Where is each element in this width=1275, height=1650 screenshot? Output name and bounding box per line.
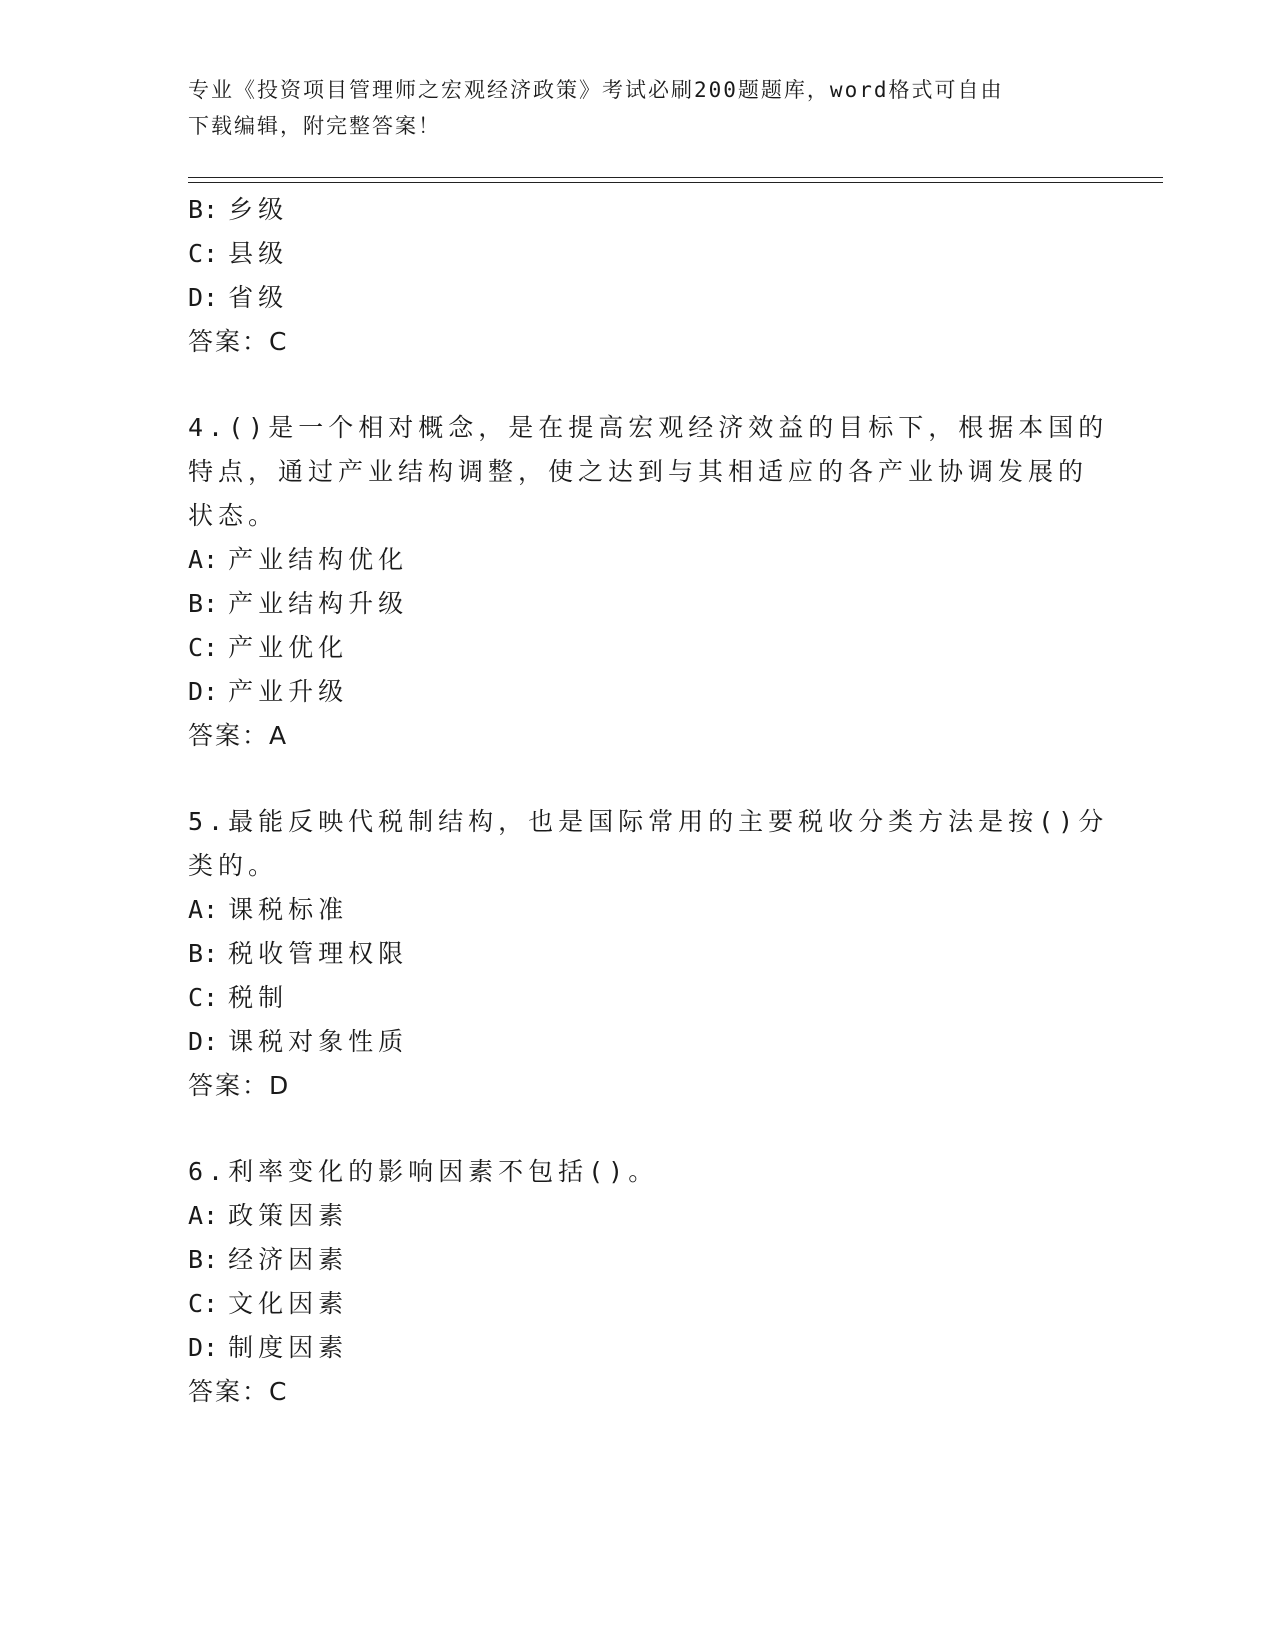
page-header <box>188 72 1088 144</box>
q6-answer: 答案：C <box>188 1377 289 1406</box>
q3-answer: 答案：C <box>188 327 289 356</box>
q6-option-c: C: 文化因素 <box>188 1289 349 1318</box>
q5-option-a: A: 课税标准 <box>188 895 349 924</box>
q6-option-b: B: 经济因素 <box>188 1245 349 1274</box>
q5-stem-line-2: 类的。 <box>188 851 279 880</box>
q4-option-d: D: 产业升级 <box>188 677 349 706</box>
q4-stem-line-3: 状态。 <box>188 501 279 530</box>
q4-option-a: A: 产业结构优化 <box>188 545 409 574</box>
q4-option-c: C: 产业优化 <box>188 633 349 662</box>
q5-stem-line-1: 5.最能反映代税制结构，也是国际常用的主要税收分类方法是按()分 <box>188 807 1109 836</box>
q4-option-b: B: 产业结构升级 <box>188 589 409 618</box>
header-line-2: 下载编辑，附完整答案！ <box>188 114 441 138</box>
header-line-1: 专业《投资项目管理师之宏观经济政策》考试必刷200题题库，word格式可自由 <box>188 78 1004 102</box>
q5-option-b: B: 税收管理权限 <box>188 939 409 968</box>
q5-option-d: D: 课税对象性质 <box>188 1027 409 1056</box>
q6-option-a: A: 政策因素 <box>188 1201 349 1230</box>
q4-answer: 答案：A <box>188 721 289 750</box>
q4-stem-line-2: 特点，通过产业结构调整，使之达到与其相适应的各产业协调发展的 <box>188 457 1089 486</box>
q3-option-c: C: 县级 <box>188 239 289 268</box>
q3-option-d: D: 省级 <box>188 283 289 312</box>
q6-option-d: D: 制度因素 <box>188 1333 349 1362</box>
q5-option-c: C: 税制 <box>188 983 289 1012</box>
header-divider-top <box>188 177 1163 178</box>
q4-stem-line-1: 4.()是一个相对概念，是在提高宏观经济效益的目标下，根据本国的 <box>188 413 1109 442</box>
q3-option-b: B: 乡级 <box>188 195 289 224</box>
q5-answer: 答案：D <box>188 1071 291 1100</box>
q6-stem-line-1: 6.利率变化的影响因素不包括()。 <box>188 1157 659 1186</box>
header-divider-bottom <box>188 182 1163 183</box>
